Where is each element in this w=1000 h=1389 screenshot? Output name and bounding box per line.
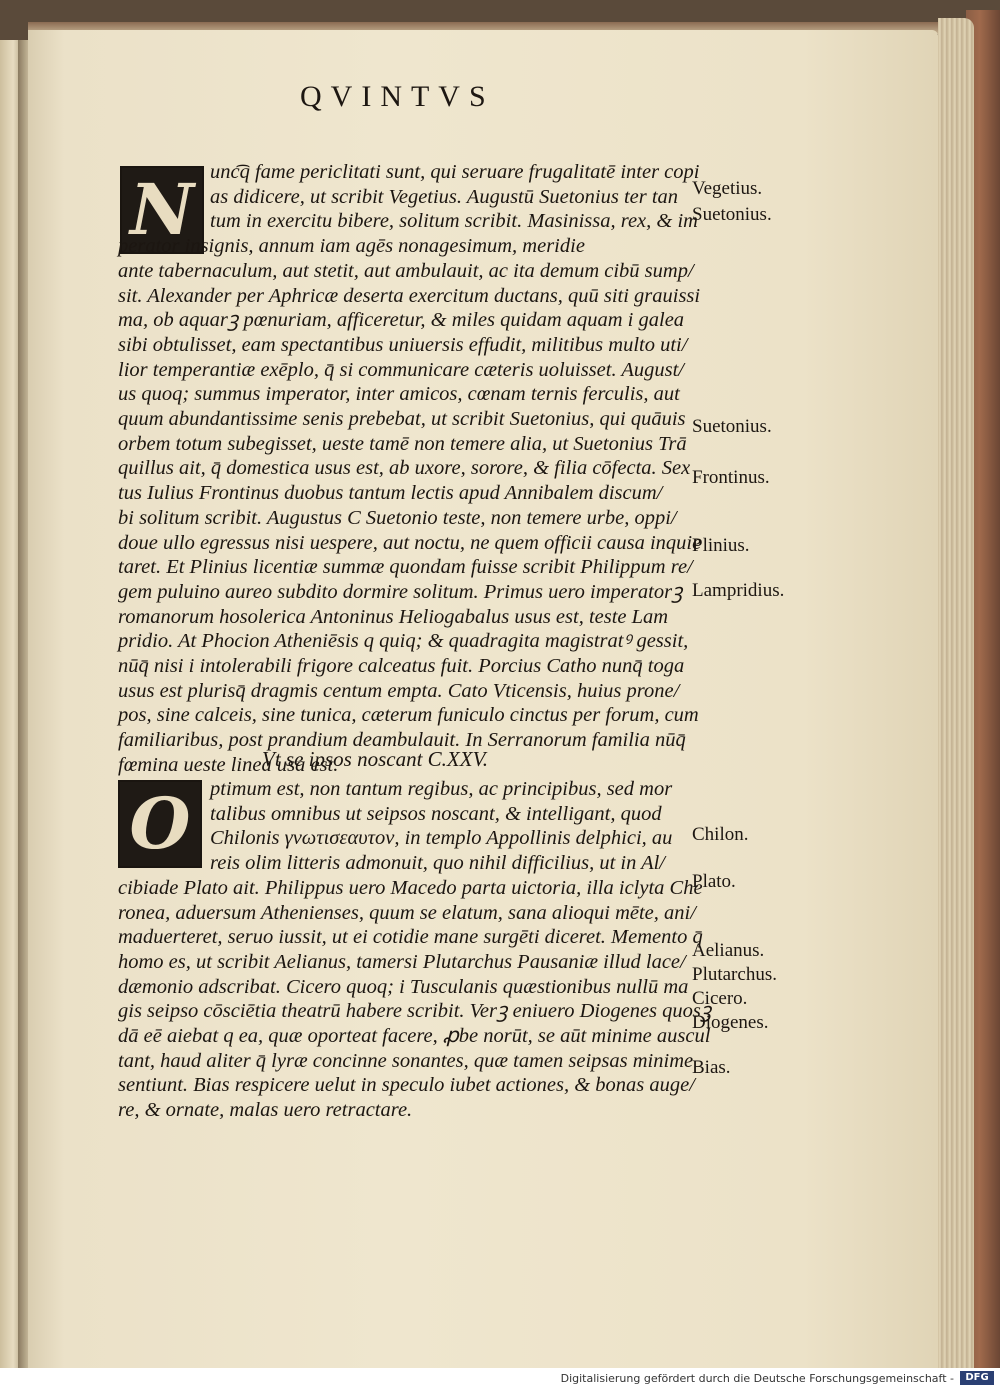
margin-note: Plinius. bbox=[692, 535, 750, 556]
text-line: sibi obtulisset, eam spectantibus uniuersis effudit, militibus multo uti/ bbox=[118, 333, 688, 356]
text-line: perator insignis, annum iam agēs nonagesimum, meridie bbox=[118, 235, 585, 258]
margin-note: Suetonius. bbox=[692, 204, 772, 225]
text-line: quillus ait, q̄ domestica usus est, ab uxore, sorore, & filia cōfecta. Sex bbox=[118, 457, 691, 480]
text-line: ante tabernaculum, aut stetit, aut ambulauit, ac ita demum cibū sump/ bbox=[118, 259, 694, 282]
text-line: gis seipso cōsciētia theatrū habere scribit. Verꝫ eniuero Diogenes quosꝫ bbox=[118, 1000, 712, 1023]
text-line: tum in exercitu bibere, solitum scribit. Masinissa, rex, & im bbox=[210, 210, 698, 233]
text-line: doue ullo egressus nisi uespere, aut noctu, ne quem officii causa inquie bbox=[118, 531, 702, 554]
margin-note: Diogenes. bbox=[692, 1012, 769, 1033]
text-line: ptimum est, non tantum regibus, ac principibus, sed mor bbox=[210, 778, 673, 800]
margin-note: Bias. bbox=[692, 1057, 731, 1078]
text-line: homo es, ut scribit Aelianus, tamersi Plutarchus Pausaniæ illud lace/ bbox=[118, 950, 686, 973]
text-line: dæmonio adscribat. Cicero quoq; i Tusculanis quæstionibus nullū ma bbox=[118, 975, 689, 998]
page-stack-edge bbox=[938, 18, 974, 1368]
text-line: talibus omnibus ut seipsos noscant, & intelligant, quod bbox=[210, 802, 662, 825]
margin-note: Frontinus. bbox=[692, 467, 770, 488]
text-line: quum abundantissime senis prebebat, ut scribit Suetonius, qui quāuis bbox=[118, 408, 686, 431]
text-line: pridio. At Phocion Atheniēsis q quiq; & quadragita magistratꝰ gessit, bbox=[118, 630, 689, 653]
text-line: sit. Alexander per Aphricæ deserta exercitum ductans, quū siti grauissi bbox=[118, 284, 701, 307]
text-line: romanorum hosolerica Antoninus Heliogabalus usus est, teste Lam bbox=[118, 605, 669, 628]
text-line: maduerteret, seruo iussit, ut ei cotidie mane surgēti diceret. Memento q̄ bbox=[118, 926, 703, 949]
initial-letter: N bbox=[130, 168, 194, 251]
text-line: fœmina ueste linea usa est. bbox=[118, 753, 339, 776]
text-line: gem puluino aureo subdito dormire solitum. Primus uero imperatorꝫ bbox=[118, 580, 683, 603]
margin-note: Vegetius. bbox=[692, 178, 763, 199]
initial-letter: O bbox=[129, 782, 191, 865]
text-line: Chilonis γνωτισεαυτον, in templo Appollinis delphici, au bbox=[210, 827, 673, 850]
footer-bar bbox=[0, 1368, 1000, 1389]
text-line: sentiunt. Bias respicere uelut in speculo iubet actiones, & bonas auge/ bbox=[118, 1074, 695, 1097]
margin-note: Plutarchus. bbox=[692, 964, 777, 985]
text-line: familiaribus, post prandium deambulauit. In Serranorum familia nūq̄ bbox=[118, 729, 686, 752]
text-line: taret. Et Plinius licentiæ summæ quondam fuisse scribit Philippum re/ bbox=[118, 556, 693, 579]
funding-notice: Digitalisierung gefördert durch die Deutsche Forschungsgemeinschaft - bbox=[560, 1372, 954, 1385]
chapter-text-block bbox=[118, 160, 701, 778]
text-line: tant, haud aliter q̄ lyræ concinne sonantes, quæ tamen seipsas minime bbox=[118, 1049, 694, 1072]
margin-note: Plato. bbox=[692, 871, 736, 892]
text-line: orbem totum subegisset, ueste tamē non temere alia, ut Suetonius Trā bbox=[118, 432, 687, 455]
chapter-text-block bbox=[118, 777, 711, 1123]
text-line: us quoq; summus imperator, inter amicos, cœnam ternis ferculis, aut bbox=[118, 383, 680, 406]
text-line: unc͡q fame periclitati sunt, qui seruare frugalitatē inter copi bbox=[210, 161, 700, 183]
running-head: QVINTVS bbox=[300, 80, 495, 113]
text-line: bi solitum scribit. Augustus C Suetonio teste, non temere urbe, oppi/ bbox=[118, 506, 677, 529]
text-line: ma, ob aquarꝫ pœnuriam, afficeretur, & miles quidam aquam i galea bbox=[118, 309, 685, 332]
text-line: ronea, aduersum Athenienses, quum se elatum, sana alioqui mēte, ani/ bbox=[118, 901, 696, 924]
text-line: nūq̄ nisi i intolerabili frigore calceatus fuit. Porcius Catho nunq̄ toga bbox=[118, 655, 685, 678]
dfg-logo: DFG bbox=[960, 1371, 994, 1385]
margin-note: Aelianus. bbox=[692, 940, 765, 961]
text-line: tus Iulius Frontinus duobus tantum lectis apud Annibalem discum/ bbox=[118, 482, 663, 505]
margin-note: Cicero. bbox=[692, 988, 748, 1009]
text-line: as didicere, ut scribit Vegetius. Augustū Suetonius ter tan bbox=[210, 185, 679, 208]
text-line: cibiade Plato ait. Philippus uero Macedo parta uictoria, illa iclyta Che bbox=[118, 876, 703, 899]
margin-note: Lampridius. bbox=[692, 580, 785, 601]
text-line: lior temperantiæ exēplo, q̄ si communicare cæteris uoluisset. August/ bbox=[118, 358, 684, 381]
text-line: pos, sine calceis, sine tunica, cæterum funiculo cinctus per forum, cum bbox=[118, 704, 699, 727]
text-line: reis olim litteris admonuit, quo nihil difficilius, ut in Al/ bbox=[210, 852, 666, 875]
margin-note: Suetonius. bbox=[692, 416, 772, 437]
text-line: usus est plurisq̄ dragmis centum empta. Cato Vticensis, huius prone/ bbox=[118, 679, 680, 702]
margin-note: Chilon. bbox=[692, 824, 749, 845]
text-line: re, & ornate, malas uero retractare. bbox=[118, 1099, 413, 1122]
chapter-heading: Vt se ipsos noscant C.XXV. bbox=[262, 747, 488, 771]
text-line: dā eē aiebat q ea, quæ oporteat facere, ꝓbe norūt, se aūt minime auscul bbox=[118, 1025, 711, 1048]
